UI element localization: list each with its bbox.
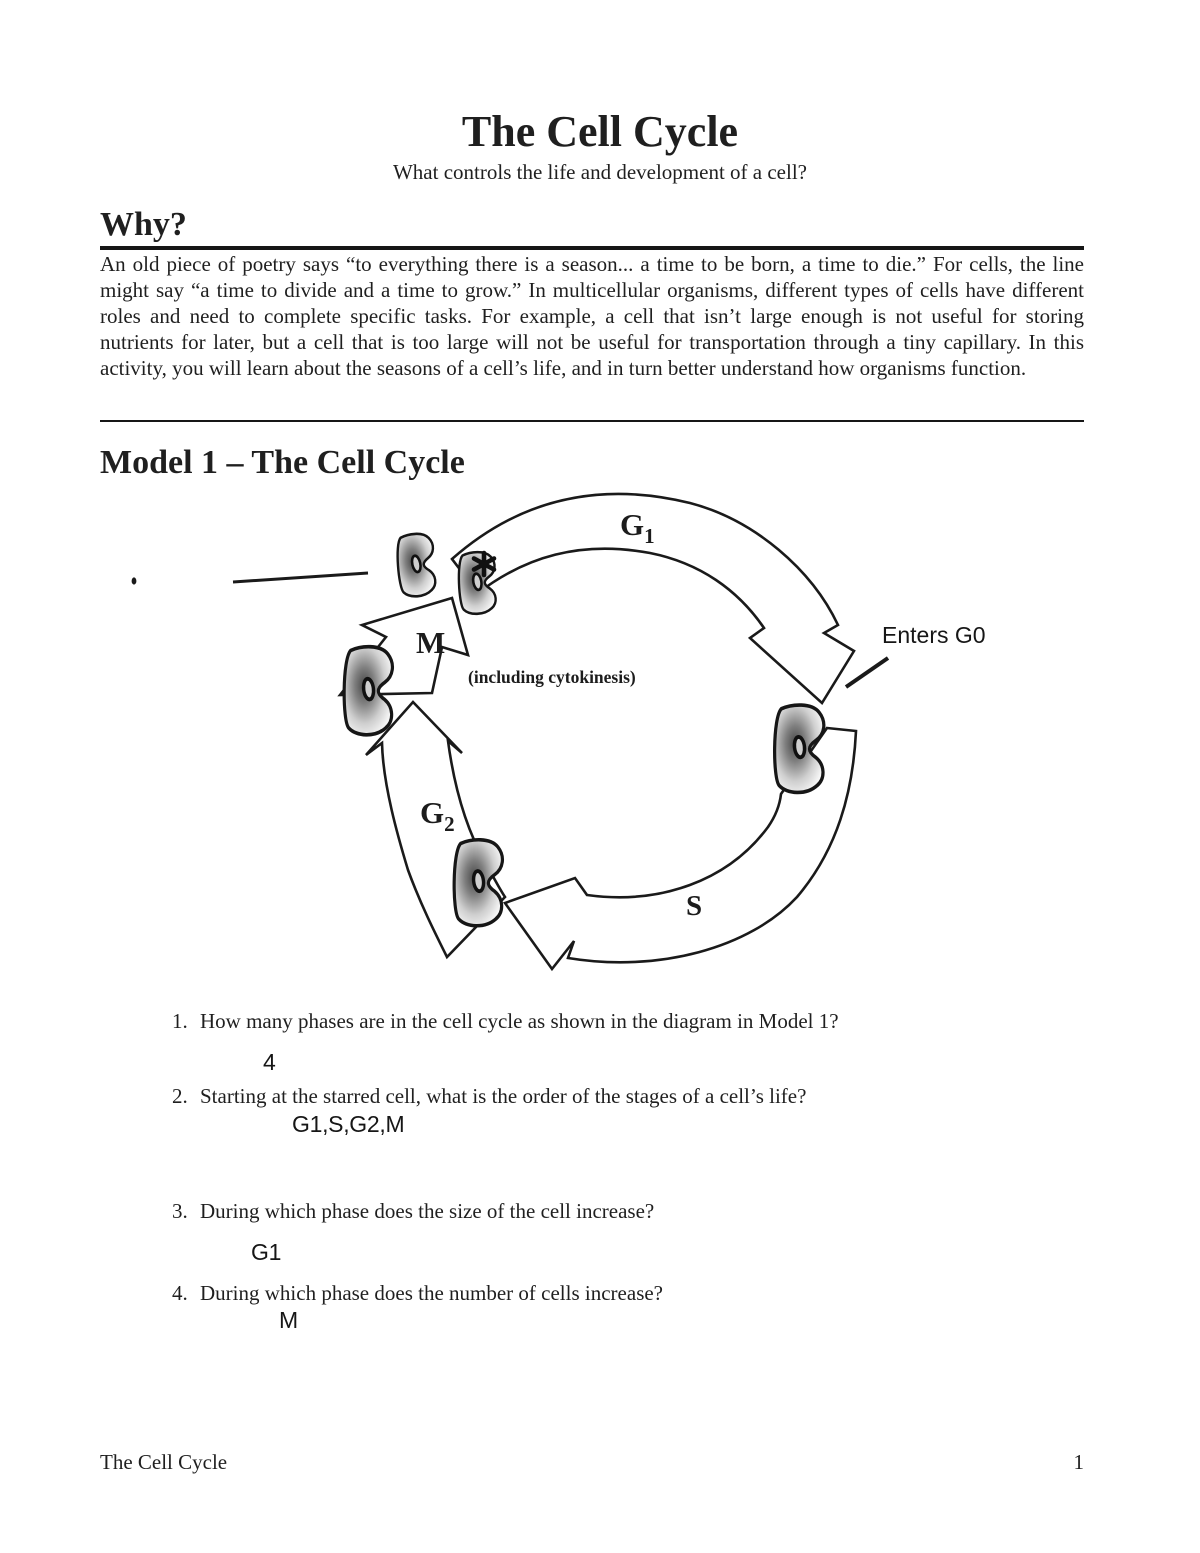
cell-cycle-diagram bbox=[100, 485, 1100, 990]
s-label: S bbox=[686, 890, 703, 922]
question-text: Starting at the starred cell, what is the order of the stages of a cell’s life? bbox=[200, 1084, 807, 1108]
answer-3: G1 bbox=[251, 1239, 282, 1265]
cell-top-left bbox=[395, 532, 437, 597]
ink-dot bbox=[132, 577, 137, 584]
question-4 bbox=[172, 1280, 663, 1306]
question-text: How many phases are in the cell cycle as shown in the diagram in Model 1? bbox=[200, 1009, 839, 1033]
question-1 bbox=[172, 1008, 839, 1034]
model-heading: Model 1 – The Cell Cycle bbox=[100, 444, 465, 481]
question-number: 4. bbox=[172, 1281, 188, 1305]
divider-thick bbox=[100, 246, 1084, 250]
question-number: 1. bbox=[172, 1009, 188, 1033]
why-paragraph: An old piece of poetry says “to everything there is a season... a time to be born, a time to die.” For cells, the line might say “a time to divide and a time to grow.” In multicellular organisms, different types of cells have different roles and need to complete specific tasks. For example, a cell that isn’t large enough is not useful for storing nutrients for later, but a cell that is too large will not be useful for transportation through a tiny capillary. In this activity, you will learn about the seasons of a cell’s life, and in turn better understand how organisms function. bbox=[100, 252, 1084, 380]
question-3 bbox=[172, 1198, 654, 1224]
g2-label: $G_2$ bbox=[420, 795, 455, 836]
answer-4: M bbox=[279, 1307, 298, 1333]
why-heading: Why? bbox=[100, 206, 187, 243]
question-text: During which phase does the number of cells increase? bbox=[200, 1281, 664, 1305]
question-2 bbox=[172, 1083, 806, 1109]
question-number: 3. bbox=[172, 1199, 188, 1223]
answer-1: 4 bbox=[263, 1049, 276, 1075]
page-subtitle: What controls the life and development of a cell? bbox=[392, 160, 807, 184]
m-label: M bbox=[416, 625, 446, 660]
footer-page-number: 1 bbox=[1073, 1450, 1084, 1474]
g0-pointer-line bbox=[846, 658, 888, 687]
answer-line bbox=[233, 573, 368, 582]
question-number: 2. bbox=[172, 1084, 188, 1108]
answer-2: G1,S,G2,M bbox=[292, 1111, 405, 1137]
divider-thin bbox=[100, 420, 1084, 422]
footer-title: The Cell Cycle bbox=[100, 1450, 228, 1474]
question-text: During which phase does the size of the cell increase? bbox=[200, 1199, 655, 1223]
g1-label: $G_1$ bbox=[620, 507, 655, 548]
cytokinesis-note: (including cytokinesis) bbox=[468, 667, 636, 687]
enters-g0-label: Enters G0 bbox=[882, 622, 986, 648]
page-title: The Cell Cycle bbox=[461, 107, 739, 156]
